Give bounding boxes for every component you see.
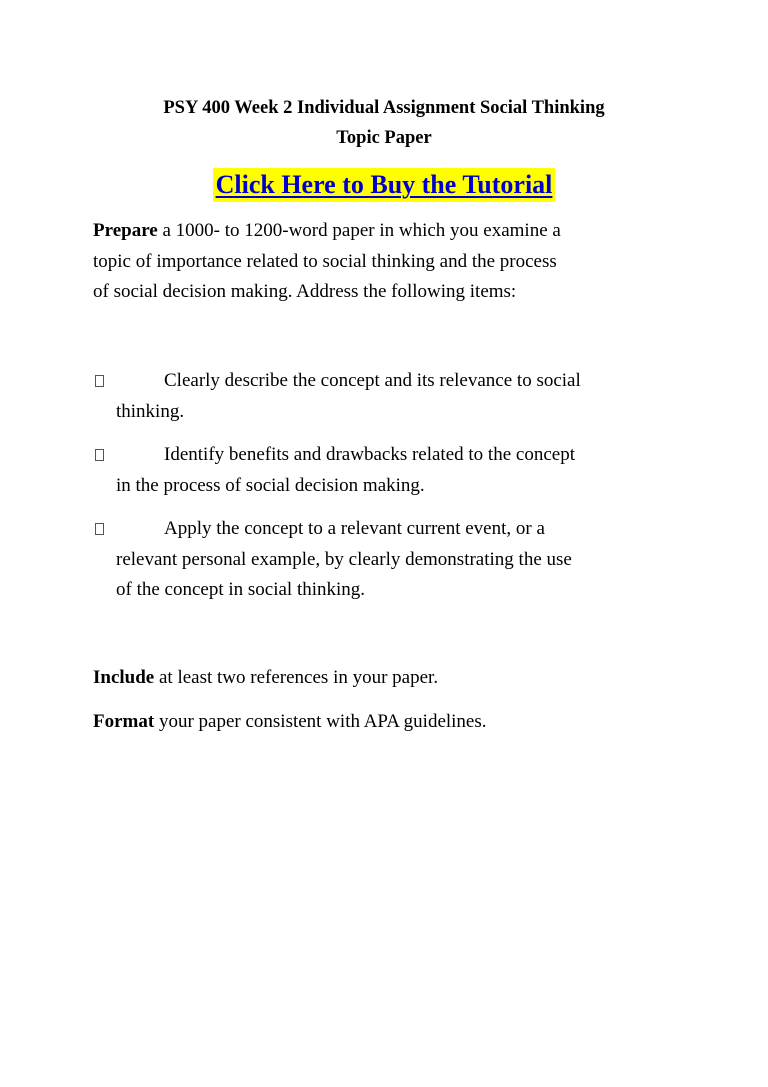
missing-glyph-box-icon <box>95 375 104 387</box>
list-item-line-3: of the concept in social thinking. <box>116 579 366 600</box>
list-item-line-2: thinking. <box>116 400 185 422</box>
intro-paragraph <box>93 216 693 308</box>
list-item-line-2: in the process of social decision making. <box>116 474 425 496</box>
page-title <box>92 93 676 153</box>
format-lead: Format <box>93 711 155 732</box>
include-paragraph <box>93 663 693 694</box>
intro-lead: Prepare <box>93 220 158 241</box>
missing-glyph-box-icon <box>95 523 104 535</box>
intro-text-1: a 1000- to 1200-word paper in which you examine a <box>157 220 561 241</box>
list-item-line-1: Identify benefits and drawbacks related to the concept <box>164 444 575 465</box>
format-paragraph <box>93 707 693 738</box>
list-item-line-1: Clearly describe the concept and its relevance to social <box>164 370 581 391</box>
include-text: at least two references in your paper. <box>154 667 439 688</box>
intro-line-1 <box>93 216 693 247</box>
intro-line-2: topic of importance related to social thinking and the process <box>93 250 557 272</box>
title-line-1: PSY 400 Week 2 Individual Assignment Social Thinking <box>163 98 605 118</box>
list-item <box>93 514 693 606</box>
list-item-line-1: Apply the concept to a relevant current event, or a <box>164 518 545 539</box>
include-lead: Include <box>93 667 155 688</box>
intro-line-3: of social decision making. Address the following items: <box>93 281 517 302</box>
title-line-2: Topic Paper <box>336 128 432 148</box>
list-item <box>93 440 693 501</box>
format-text: your paper consistent with APA guidelines. <box>154 711 487 732</box>
cta-container <box>0 168 768 202</box>
buy-tutorial-link[interactable]: Click Here to Buy the Tutorial <box>213 168 556 202</box>
list-item <box>93 366 693 427</box>
list-item-line-2: relevant personal example, by clearly demonstrating the use <box>116 548 572 570</box>
missing-glyph-box-icon <box>95 449 104 461</box>
